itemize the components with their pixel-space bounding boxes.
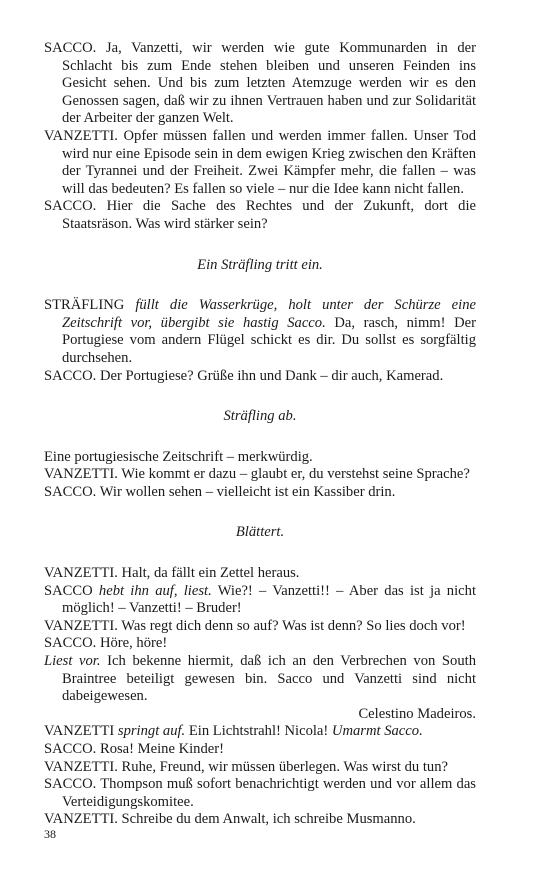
stage-direction: Ein Sträfling tritt ein. — [197, 256, 323, 273]
speech-text: STRÄFLING — [44, 297, 136, 314]
speech-line — [44, 484, 476, 502]
speech-line — [44, 449, 476, 467]
speech-line — [44, 635, 476, 653]
speech-text: SACCO. Rosa! Meine Kinder! — [44, 741, 224, 757]
stage-direction-inline: springt auf. — [117, 723, 186, 740]
speech-line — [44, 297, 476, 367]
speech-text: SACCO. Thompson muß sofort benachrichtigt werden und vor allem das Verteidigungskomitee. — [44, 776, 476, 810]
speech-text: VANZETTI. Was regt dich denn so auf? Was ist denn? So lies doch vor! — [44, 617, 466, 634]
speech-line — [44, 811, 476, 829]
speech-line — [44, 741, 476, 759]
stage-direction-inline: Liest vor. — [44, 653, 101, 670]
speech-text: VANZETTI. Opfer müssen fallen und werden immer fallen. Unser Tod wird nur eine Episode sein in dem ewigen Krieg zwischen den Kräften der Tyrannei und der Freiheit. Zwei Kämpfer mehr, die fallen – was will das bedeuten? Es fallen so viele – nur die Idee kann nicht fallen. — [44, 127, 476, 197]
speech-text: VANZETTI. Ruhe, Freund, wir müssen überlegen. Was wirst du tun? — [44, 758, 449, 775]
speech-text: Ich bekenne hiermit, daß ich an den Verbrechen von South Braintree beteiligt gewesen bin. Sacco und Vanzetti sind nicht dabeigewesen. — [62, 653, 476, 705]
speech-line — [44, 198, 476, 233]
speech-text: SACCO. Höre, höre! — [44, 635, 168, 652]
speech-line — [44, 653, 476, 706]
speech-text: VANZETTI — [44, 723, 118, 740]
speech-text: Da, rasch, nimm! Der Portugiese vom andern Flügel schickt es dir. Du sollst es sorgfältig durchsehen. — [62, 314, 476, 366]
speech-text: VANZETTI. Schreibe du dem Anwalt, ich schreibe Musmanno. — [44, 811, 416, 828]
speech-line — [44, 128, 476, 198]
speech-line — [44, 40, 476, 128]
speech-text: SACCO. Ja, Vanzetti, wir werden wie gute Kommunarden in der Schlacht bis zum Ende stehen bleiben und unseren Feinden ins Gesicht sehen. Und bis zum letzten Atemzuge werden wir es den Genossen sagen, daß wir zu ihnen Vertrauen haben und zur Solidarität der Arbeiter der ganzen Welt. — [44, 40, 476, 127]
speech-text: SACCO. Wir wollen sehen – vielleicht ist ein Kassiber drin. — [44, 483, 396, 500]
speech-text: SACCO. Der Portugiese? Grüße ihn und Dank – dir auch, Kamerad. — [44, 367, 444, 384]
speech-line — [44, 723, 476, 741]
speech-text: SACCO — [44, 582, 99, 599]
speech-line — [44, 618, 476, 636]
speech-text: Wie?! – Vanzetti!! – Aber das ist ja nicht möglich! – Vanzetti! – Bruder! — [62, 582, 476, 617]
stage-direction-inline: hebt ihn auf, liest. — [98, 582, 212, 599]
stage-direction: Blättert. — [235, 524, 285, 541]
speech-text: VANZETTI. Halt, da fällt ein Zettel heraus. — [44, 565, 300, 582]
page-number: 38 — [44, 827, 56, 841]
speech-line — [44, 776, 476, 811]
speech-line — [44, 466, 476, 484]
speech-text: SACCO. Hier die Sache des Rechtes und der Zukunft, dort die Staatsräson. Was wird stärker sein? — [44, 198, 476, 232]
speech-line — [44, 759, 476, 777]
speech-text: Eine portugiesische Zeitschrift – merkwürdig. — [44, 448, 313, 465]
speech-text: Ein Lichtstrahl! Nicola! — [185, 723, 332, 740]
speech-line — [44, 565, 476, 583]
stage-direction-inline: Umarmt Sacco. — [331, 723, 423, 740]
stage-direction: Sträfling ab. — [223, 408, 297, 425]
play-text — [44, 40, 476, 829]
letter-signature: Celestino Madeiros. — [358, 705, 476, 722]
speech-text: VANZETTI. Wie kommt er dazu – glaubt er, du verstehst seine Sprache? — [44, 466, 470, 483]
stage-direction-inline: füllt die Wasserkrüge, holt unter der Schürze eine Zeitschrift vor, übergibt sie hastig Sacco. — [62, 297, 476, 331]
speech-line — [44, 368, 476, 386]
speech-line — [44, 583, 476, 618]
